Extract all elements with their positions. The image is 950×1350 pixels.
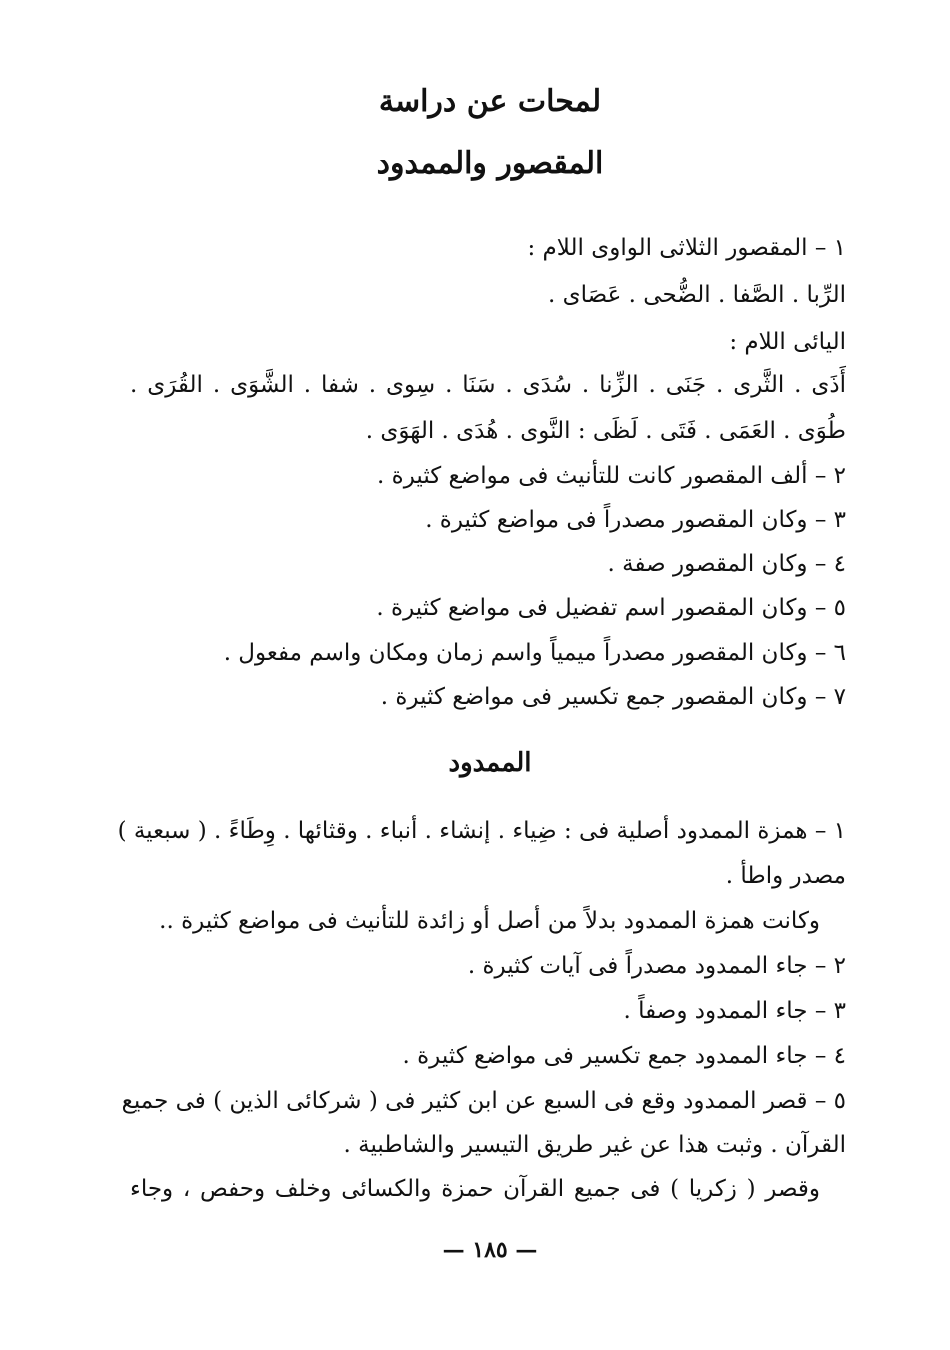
maqsur-line: ٦ – وكان المقصور مصدراً ميمياً واسم زمان ومكان واسم مفعول .: [223, 640, 846, 666]
maqsur-line: ٢ – ألف المقصور كانت للتأنيث فى مواضع كثيرة .: [377, 463, 846, 489]
maqsur-line: ٥ – وكان المقصور اسم تفضيل فى مواضع كثيرة .: [376, 595, 846, 621]
page-title-line-1: لمحات عن دراسة: [378, 84, 602, 119]
mamdud-line: ٣ – جاء الممدود وصفاً .: [623, 998, 846, 1024]
mamdud-line: ٥ – قصر الممدود وقع فى السبع عن ابن كثير فى ( شركائى الذين ) فى جميع: [121, 1088, 846, 1114]
page-title-line-2: المقصور والممدود: [376, 146, 604, 181]
maqsur-line: أَذَى . الثَّرى . جَنَى . الزِّنا . سُدَى . سَنَا . سِوى . شفا . الشَّوَى . القُرَى .: [130, 372, 846, 398]
mamdud-line: ١ – همزة الممدود أصلية فى : ضِياء . إنشاء . أنباء . وقثائها . وِطَاءً . ( سبعية ): [117, 818, 846, 844]
maqsur-line: ١ – المقصور الثلاثى الواوى اللام :: [527, 235, 846, 261]
maqsur-line: ٣ – وكان المقصور مصدراً فى مواضع كثيرة .: [425, 507, 846, 533]
mamdud-line: ٤ – جاء الممدود جمع تكسير فى مواضع كثيرة .: [402, 1043, 846, 1069]
mamdud-line: وكانت همزة الممدود بدلاً من أصل أو زائدة للتأنيث فى مواضع كثيرة ..: [159, 908, 820, 934]
section-heading: الممدود: [448, 748, 532, 778]
maqsur-line: ٧ – وكان المقصور جمع تكسير فى مواضع كثيرة .: [380, 684, 846, 710]
mamdud-line: ٢ – جاء الممدود مصدراً فى آيات كثيرة .: [467, 953, 846, 979]
maqsur-line: الرِّبا . الصَّفا . الضُّحى . عَصَاى .: [548, 282, 846, 308]
mamdud-line: وقصر ( زكريا ) فى جميع القرآن حمزة والكسائى وخلف وحفص ، وجاء: [130, 1176, 820, 1202]
mamdud-line: مصدر واطأ .: [725, 863, 846, 889]
maqsur-line: اليائى اللام :: [729, 329, 846, 355]
page-number: — ١٨٥ —: [442, 1237, 538, 1263]
maqsur-line: طُوَى . العَمَى . فَتَى . لَظَى : النَّوى . هُدَى . الهَوَى .: [365, 418, 846, 444]
maqsur-line: ٤ – وكان المقصور صفة .: [607, 551, 846, 577]
mamdud-line: القرآن . وثبت هذا عن غير طريق التيسير والشاطبية .: [343, 1132, 846, 1158]
